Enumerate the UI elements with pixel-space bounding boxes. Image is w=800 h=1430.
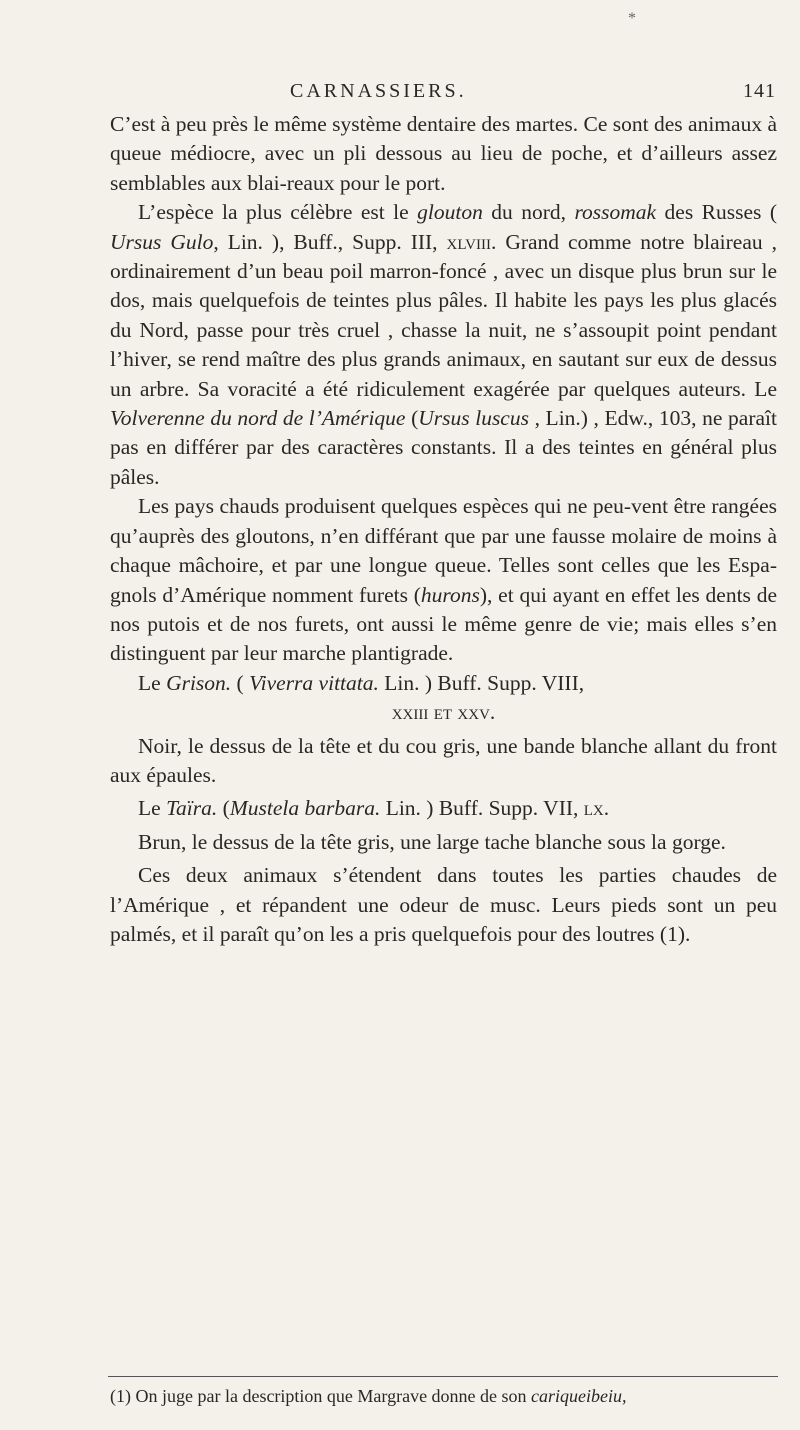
species-heading-grison xyxy=(110,669,777,698)
latin-name: Viverra vittata. xyxy=(249,670,379,695)
paragraph-taira-description: Brun, le dessus de la tête gris, une large tache blanche sous la gorge. xyxy=(138,829,726,854)
paragraph-grison-description: Noir, le dessus de la tête et du cou gris, une bande blanche allant du front aux épaules. xyxy=(110,733,777,787)
footnote-divider xyxy=(108,1376,778,1377)
species-name: Taïra. xyxy=(166,796,218,821)
footnote-term: cariqueibeiu, xyxy=(531,1386,627,1406)
running-title: CARNASSIERS. xyxy=(290,80,467,102)
text-run: Les pays chauds produisent quelques espèces qui ne peu-vent être rangées qu’auprès des gloutons, n’en différant que par une fausse molaire de moins à chaque mâchoire, et par une longue queue. Telles sont celles que les Espa-gnols d’Amérique nomment furets ( xyxy=(110,494,777,607)
term-hurons: hurons xyxy=(420,582,480,607)
latin-name: Mustela barbara. xyxy=(229,796,381,821)
page-number: 141 xyxy=(743,80,776,102)
text-run: Le xyxy=(138,670,167,695)
term-glouton: glouton xyxy=(417,200,483,225)
term-volverenne: Volverenne du nord de l’Amérique xyxy=(110,406,406,431)
text-run: du nord, xyxy=(482,200,575,225)
latin-name: Ursus Gulo xyxy=(110,229,214,254)
paragraph-1: C’est à peu près le même système dentaire des martes. Ce sont des animaux à queue médiocre, avec un pli dessous au lieu de poche, et d’ailleurs assez semblables aux blai-reaux pour le port. xyxy=(110,112,777,195)
text-run: , Lin. ), Buff., Supp. III, xyxy=(213,229,447,254)
species-name: Grison. xyxy=(166,670,232,695)
plate-reference: lx xyxy=(583,796,604,821)
text-run: , Lin.) , Edw., 103, ne paraît pas en différer par des caractères constants. Il a des teintes en général plus pâles. xyxy=(110,406,777,489)
text-run: Lin. ) Buff. Supp. VII, xyxy=(380,796,584,821)
text-run: Le xyxy=(138,796,167,821)
page-mark: * xyxy=(628,10,636,27)
text-run: ( xyxy=(231,670,250,695)
plate-references: xxiii et xxv. xyxy=(391,700,496,725)
text-run: . Grand comme notre blaireau , ordinairement d’un beau poil marron-foncé , avec un disque plus brun sur le dos, mais quelquefois de teintes plus pâles. Il habite les pays les plus glacés du Nord, passe pour très cruel , chasse la nuit, ne s’assoupit point pendant l’hiver, se rend maître des plus grands animaux, en sautant sur eux de dessus un arbre. Sa voracité a été ridiculement exagérée par quelques auteurs. Le xyxy=(110,229,777,401)
footnote xyxy=(110,1384,777,1408)
paragraph-4: Ces deux animaux s’étendent dans toutes les parties chaudes de l’Amérique , et répandent une odeur de musc. Leurs pieds sont un peu palmés, et il paraît qu’on les a pris quelquefois pour des loutres (1). xyxy=(110,863,777,946)
paragraph-2 xyxy=(110,198,777,492)
footnote-text: (1) On juge par la description que Margrave donne de son xyxy=(110,1386,532,1406)
latin-name: Ursus luscus xyxy=(418,406,529,431)
text-run: ), et qui ayant en effet les dents de nos putois et de nos furets, ont aussi le même genre de vie; mais elles s’en distinguent par leur marche plantigrade. xyxy=(110,582,777,666)
page-header xyxy=(110,80,780,110)
text-run: des Russes ( xyxy=(656,200,777,225)
text-run: L’espèce la plus célèbre est le xyxy=(138,200,418,225)
text-run: ( xyxy=(405,406,419,431)
plate-reference: xlviii xyxy=(446,229,491,254)
body-text xyxy=(110,110,777,949)
paragraph-3 xyxy=(110,492,777,668)
text-run: ( xyxy=(217,796,230,821)
term-rossomak: rossomak xyxy=(574,200,657,225)
species-heading-taira xyxy=(110,794,777,823)
text-run: Lin. ) Buff. Supp. VIII, xyxy=(378,670,585,695)
text-run: . xyxy=(603,796,610,821)
